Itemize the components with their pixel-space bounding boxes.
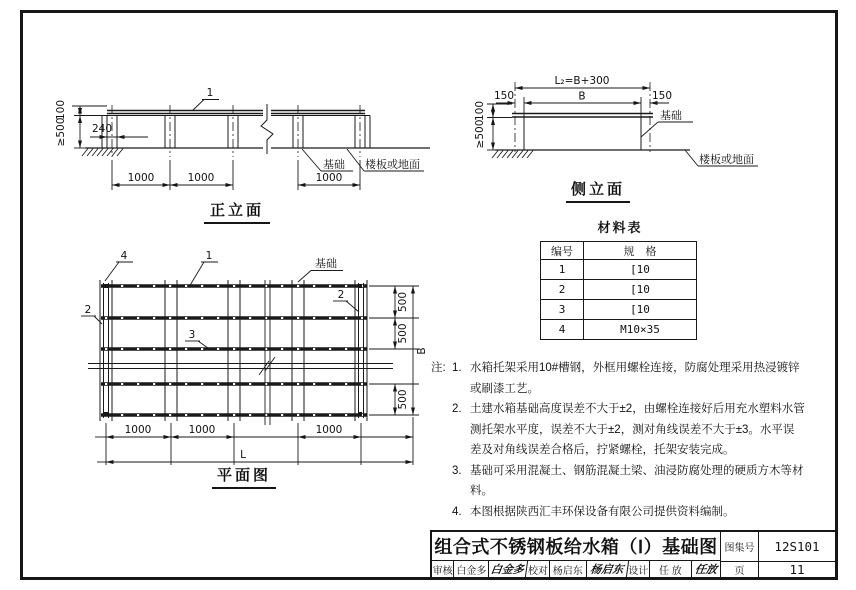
pv-dim-l: L [240,449,246,461]
se-label-foundation: 基础 [660,109,682,122]
width-dimensions [369,286,419,465]
pv-dim-1000-a: 1000 [124,424,152,436]
atlas-row [721,532,835,562]
foundation-body [85,116,430,149]
material-table-header [541,242,697,260]
check-signature: 杨启东 [586,561,629,577]
title-block-right [720,532,835,577]
design-signature: 任放 [693,564,718,576]
note-item [431,461,805,502]
support-frame-beam [107,111,365,114]
se-dim-100: 100 [474,100,486,122]
design-label: 设计 [628,561,650,577]
note-item [431,399,805,461]
pv-dim-500-c: 500 [397,389,409,410]
page-label: 页 [721,562,759,577]
note-text: 本图根据陕西汇丰环保设备有限公司提供资料编制。 [470,505,735,518]
break-line [261,104,273,154]
material-no: 4 [541,320,584,340]
se-label-floor: 楼板或地面 [699,153,754,166]
leader-lines [81,262,359,348]
material-spec: [10 [584,280,697,300]
review-signature: 白金多 [488,561,528,577]
note-text: 基础可采用混凝土、钢筋混凝土梁、油浸防腐处理的硬质方木等材料。 [470,464,804,497]
title-block-left [432,532,720,577]
pv-callout-3: 3 [188,329,196,341]
material-spec: [10 [584,260,697,280]
material-spec: M10×35 [584,320,697,340]
fe-label-foundation: 基础 [323,158,345,171]
note-number: 1. [452,362,462,374]
support-frame-beam [512,114,653,118]
design-name: 任 放 [650,561,692,577]
fe-dim-1000-c: 1000 [315,172,343,184]
side-elevation-title: 侧立面 [566,178,630,203]
notes [431,358,805,522]
fe-dim-ge500: ≥500 [55,117,67,147]
cross-beams [101,286,367,415]
ground-hatching [492,151,533,159]
material-col-no: 编号 [541,242,584,260]
ground-hatching [82,149,123,157]
fe-dim-100: 100 [55,99,67,121]
se-dim-150-right: 150 [651,90,673,102]
note-number: 2. [452,403,462,415]
note-item [431,358,805,399]
note-number: 3. [452,464,462,477]
fe-callout-1: 1 [206,87,214,99]
material-no: 3 [541,300,584,320]
drawing-title: 组合式不锈钢板给水箱（Ⅰ）基础图 [432,532,720,561]
se-dim-ge500: ≥500 [474,119,486,149]
se-dim-b: B [578,90,586,103]
notes-prefix: 注: [431,362,446,374]
pv-dim-1000-b: 1000 [188,424,216,436]
check-label: 校对 [527,561,549,577]
pv-callout-1: 1 [205,250,213,262]
staff-row [432,561,720,577]
material-no: 2 [541,280,584,300]
page-number: 11 [789,562,805,577]
atlas-number-label: 图集号 [721,532,759,561]
title-block [430,530,835,577]
plan-view-drawing [75,245,430,490]
note-text: 水箱托架采用10#槽钢，外框用螺栓连接，防腐处理采用热浸镀锌或刷漆工艺。 [470,362,800,395]
table-row [541,320,697,340]
height-dimensions [487,104,512,150]
pv-dim-500-b: 500 [397,323,409,344]
pv-label-foundation: 基础 [315,257,337,270]
material-table [540,241,697,340]
foundation-piers [107,116,365,149]
material-spec: [10 [584,300,697,320]
review-label: 审核 [432,561,454,577]
fe-dim-240: 240 [92,123,113,135]
pv-callout-4: 4 [120,250,128,262]
fe-label-floor: 楼板或地面 [365,158,420,171]
material-table-title: 材料表 [597,220,643,235]
pv-dim-500-a: 500 [397,291,409,313]
check-name: 杨启东 [550,561,587,577]
se-dim-150-left: 150 [493,90,515,102]
front-elevation-title: 正立面 [204,199,270,224]
plan-view-title: 平面图 [212,464,276,489]
table-row [541,260,697,280]
fe-dim-1000-a: 1000 [127,172,155,184]
table-row [541,300,697,320]
pv-dim-1000-c: 1000 [315,424,343,436]
review-name: 白金多 [454,561,489,577]
page-row [721,562,835,577]
atlas-number: 12S101 [774,539,820,554]
note-text: 土建水箱基础高度误差不大于±2，由螺栓连接好后用充水塑料水管测托架水平度，误差不大于±2，测对角线误差不大于±3。水平误差及对角线误差合格后，拧紧螺栓，托架安装完成。 [470,403,805,456]
material-no: 1 [541,260,584,280]
pv-dim-b: B [416,347,428,355]
pv-callout-2-right: 2 [337,289,345,301]
fe-dim-1000-b: 1000 [187,172,215,184]
note-item [431,502,805,523]
material-col-spec: 规 格 [584,242,697,260]
table-row [541,280,697,300]
se-dim-l2: L₂=B+300 [554,75,610,87]
note-number: 4. [452,505,462,518]
pv-callout-2-left: 2 [84,304,92,316]
